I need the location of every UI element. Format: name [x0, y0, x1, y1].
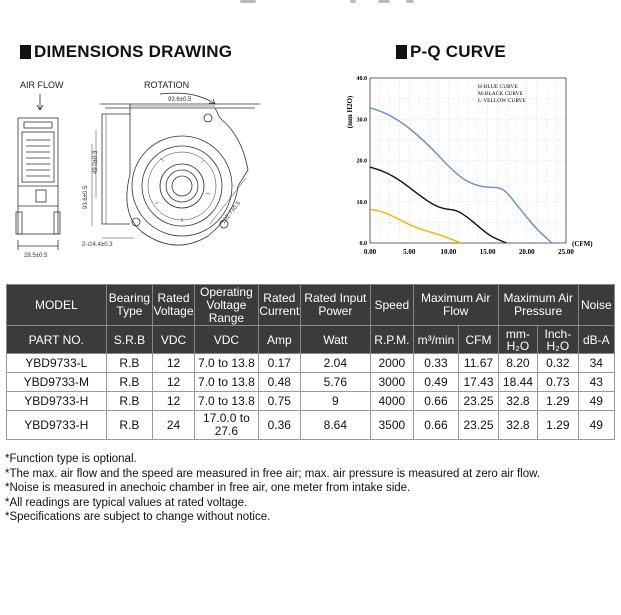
table-cell-cfm: 23.25: [459, 411, 498, 440]
chart-legend: [478, 84, 527, 104]
table-cell-voltage: 24: [153, 411, 194, 440]
col-rated-current: Rated Current: [259, 285, 300, 326]
pq-section-title: [396, 42, 506, 62]
table-cell-voltage: 12: [153, 373, 194, 392]
table-cell-voltage: 12: [153, 392, 194, 411]
table-cell-noise: 43: [578, 373, 614, 392]
table-cell-speed: 3500: [371, 411, 414, 440]
table-cell-range: 7.0 to 13.8: [194, 392, 258, 411]
col-operating-voltage: Operating Voltage Range: [194, 285, 258, 326]
thickness-dimension: 29.5±0.5: [24, 253, 48, 259]
table-cell-current: 0.36: [259, 411, 300, 440]
specifications-table: [6, 284, 615, 440]
unit-vdc: VDC: [153, 326, 194, 354]
diagonal-dimension: 102.7±0.5: [220, 200, 242, 226]
table-cell-m3min: 0.33: [413, 354, 459, 373]
table-cell-m3min: 0.66: [413, 411, 459, 440]
table-row: [7, 392, 615, 411]
table-cell-m3min: 0.49: [413, 373, 459, 392]
table-cell-inch: 1.29: [538, 392, 578, 411]
legend-entry: L-YELLOW CURVE: [478, 98, 526, 104]
table-cell-part: YBD9733-H: [7, 411, 107, 440]
table-cell-bearing: R.B: [106, 392, 153, 411]
unit-part-no: PART NO.: [7, 326, 107, 354]
footnote: *Noise is measured in anechoic chamber in free air, one meter from intake side.: [5, 482, 411, 495]
footnotes: [5, 452, 540, 525]
table-cell-mmh2o: 32.8: [498, 411, 537, 440]
x-tick-label: 25.00: [558, 248, 574, 256]
pq-title-text: P-Q CURVE: [410, 42, 506, 61]
width-dimension: 93.6±0.5: [168, 97, 192, 103]
y-tick-label: 40.0: [356, 76, 367, 82]
chart-ylabel: (mm H2O): [346, 95, 354, 129]
table-cell-part: YBD9733-L: [7, 354, 107, 373]
col-noise: Noise: [578, 285, 614, 326]
y-tick-label: 10.0: [356, 199, 367, 206]
table-cell-speed: 3000: [371, 373, 414, 392]
table-cell-voltage: 12: [153, 354, 194, 373]
table-cell-range: 17.0.0 to 27.6: [194, 411, 258, 440]
col-max-airflow: Maximum Air Flow: [413, 285, 498, 326]
table-row: [7, 373, 615, 392]
table-cell-noise: 49: [578, 392, 614, 411]
table-row: [7, 354, 615, 373]
unit-srb: S.R.B: [106, 326, 153, 354]
table-cell-current: 0.48: [259, 373, 300, 392]
x-tick-label: 0.00: [363, 248, 377, 256]
table-cell-current: 0.17: [259, 354, 300, 373]
series-line-1: [370, 108, 552, 243]
footnote: *Function type is optional.: [5, 453, 137, 465]
table-cell-speed: 2000: [371, 354, 414, 373]
table-cell-noise: 34: [578, 354, 614, 373]
table-unit-row: [7, 326, 615, 354]
height-dimension: 93.6±0.5: [83, 185, 89, 209]
series-line-3: [370, 209, 461, 243]
table-body: [7, 354, 615, 440]
unit-vdc-range: VDC: [194, 326, 258, 354]
unit-m3min: m³/min: [413, 326, 459, 354]
table-cell-part: YBD9733-H: [7, 392, 107, 411]
table-cell-bearing: R.B: [106, 373, 153, 392]
y-tick-label: 30.0: [356, 117, 367, 124]
table-cell-inch: 0.32: [538, 354, 578, 373]
air-flow-label: AIR FLOW: [20, 80, 64, 90]
pq-curve-chart: [340, 72, 620, 264]
table-cell-part: YBD9733-M: [7, 373, 107, 392]
square-bullet-icon: [20, 45, 31, 59]
unit-dba: dB-A: [578, 326, 614, 354]
series-line-2: [370, 167, 506, 243]
unit-watt: Watt: [300, 326, 371, 354]
table-cell-bearing: R.B: [106, 354, 153, 373]
x-tick-label: 10.00: [440, 248, 457, 256]
x-tick-label: 15.00: [479, 248, 496, 256]
table-cell-bearing: R.B: [106, 411, 153, 440]
table-cell-noise: 49: [578, 411, 614, 440]
footnote: *The max. air flow and the speed are measured in free air; max. air pressure is measured at zero air flow.: [5, 467, 540, 480]
legend-entry: H-BLUE CURVE: [478, 84, 518, 90]
x-tick-label: 20.00: [518, 248, 535, 256]
table-cell-mmh2o: 8.20: [498, 354, 537, 373]
cropped-header-remnant: [200, 0, 480, 4]
chart-series: [370, 108, 552, 243]
table-cell-mmh2o: 18.44: [498, 373, 537, 392]
fan-side-view: [16, 118, 60, 250]
table-cell-power: 9: [300, 392, 371, 411]
chart-axes: [357, 76, 575, 256]
col-speed: Speed: [371, 285, 414, 326]
rotation-label: ROTATION: [144, 80, 190, 90]
dimensions-title-text: DIMENSIONS DRAWING: [34, 42, 233, 61]
holes-dimension: 2-∅4.4±0.3: [82, 242, 113, 248]
unit-inchh2o: Inch-H₂O: [538, 326, 578, 354]
chart-xlabel: (CFM): [572, 240, 593, 248]
x-tick-label: 5.00: [403, 248, 416, 256]
table-cell-speed: 4000: [371, 392, 414, 411]
table-cell-cfm: 23.25: [459, 392, 498, 411]
table-cell-cfm: 11.67: [459, 354, 498, 373]
table-cell-power: 2.04: [300, 354, 371, 373]
table-header-row: [7, 285, 615, 326]
table-cell-power: 8.64: [300, 411, 371, 440]
table-row: [7, 411, 615, 440]
unit-rpm: R.P.M.: [371, 326, 414, 354]
unit-amp: Amp: [259, 326, 300, 354]
table-cell-mmh2o: 32.8: [498, 392, 537, 411]
unit-cfm: CFM: [459, 326, 498, 354]
table-cell-inch: 0.73: [538, 373, 578, 392]
table-cell-m3min: 0.66: [413, 392, 459, 411]
col-model: MODEL: [7, 285, 107, 326]
table-cell-inch: 1.29: [538, 411, 578, 440]
table-cell-power: 5.76: [300, 373, 371, 392]
dimensions-drawing: [10, 74, 260, 264]
y-tick-label: 0.0: [359, 241, 367, 247]
table-cell-current: 0.75: [259, 392, 300, 411]
table-cell-range: 7.0 to 13.8: [194, 373, 258, 392]
fan-front-view: [92, 104, 260, 245]
footnote: *All readings are typical values at rated voltage.: [5, 496, 248, 509]
col-max-pressure: Maximum Air Pressure: [498, 285, 578, 326]
dimensions-section-title: [20, 42, 232, 62]
col-rated-voltage: Rated Voltage: [153, 285, 194, 326]
unit-mmh2o: mm-H₂O: [498, 326, 537, 354]
footnote: *Specifications are subject to change without notice.: [5, 511, 271, 524]
outlet-dimension: 49.0±0.3: [93, 150, 99, 174]
square-bullet-icon: [396, 45, 407, 59]
y-tick-label: 20.0: [356, 158, 367, 165]
col-rated-input: Rated Input Power: [300, 285, 371, 326]
table-cell-cfm: 17.43: [459, 373, 498, 392]
col-bearing: Bearing Type: [106, 285, 153, 326]
legend-entry: M-BLACK CURVE: [478, 91, 523, 97]
table-cell-range: 7.0 to 13.8: [194, 354, 258, 373]
